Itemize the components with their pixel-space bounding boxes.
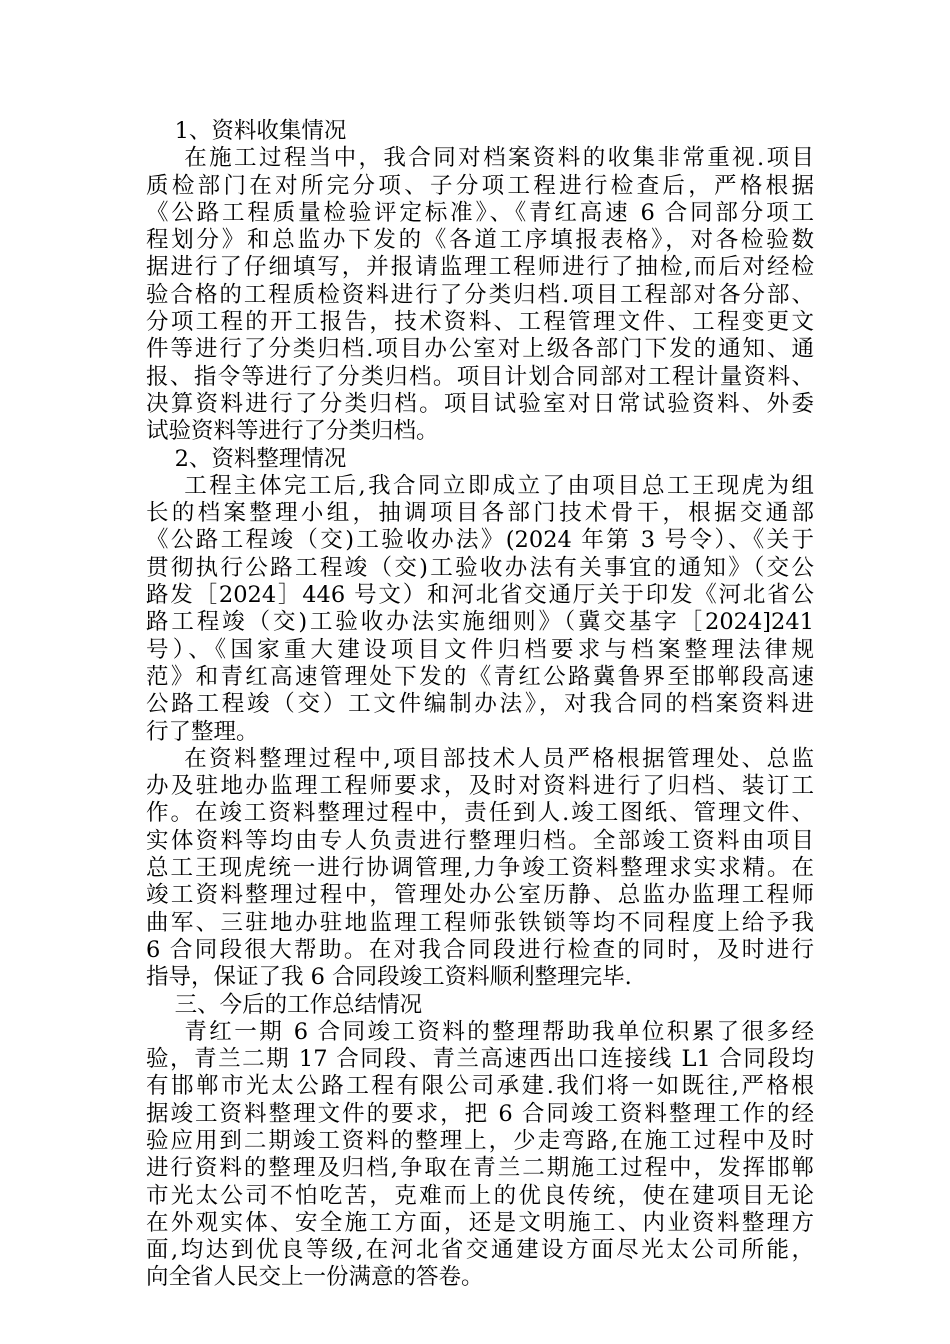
section-heading: 三、今后的工作总结情况 bbox=[146, 991, 423, 1018]
paragraph-line: 长的档案整理小组，抽调项目各部门技术骨干，根据交通部 bbox=[146, 500, 814, 527]
paragraph-line: 程划分》和总监办下发的《各道工序填报表格》，对各检验数 bbox=[146, 227, 814, 254]
paragraph-line: 竣工资料整理过程中，管理处办公室历静、总监办监理工程师 bbox=[146, 882, 814, 909]
paragraph-line: 据竣工资料整理文件的要求，把 6 合同竣工资料整理工作的经 bbox=[146, 1100, 814, 1127]
paragraph-line: 曲军、三驻地办驻地监理工程师张铁锁等均不同程度上给予我 bbox=[146, 909, 814, 936]
paragraph-line: 路发［2024］446 号文）和河北省交通厅关于印发《河北省公 bbox=[146, 582, 814, 609]
paragraph-line: 向全省人民交上一份满意的答卷。 bbox=[146, 1264, 484, 1291]
paragraph-line: 有邯郸市光太公路工程有限公司承建.我们将一如既往,严格根 bbox=[146, 1073, 814, 1100]
paragraph-line: 路工程竣（交)工验收办法实施细则》（冀交基字［2024]241 bbox=[146, 609, 814, 636]
paragraph-line: 市光太公司不怕吃苦，克难而上的优良传统，使在建项目无论 bbox=[146, 1182, 814, 1209]
paragraph-line: 工程主体完工后,我合同立即成立了由项目总工王现虎为组 bbox=[146, 472, 814, 499]
document-body bbox=[146, 118, 814, 1292]
paragraph-line: 办及驻地办监理工程师要求，及时对资料进行了归档、装订工 bbox=[146, 773, 814, 800]
paragraph-line: 实体资料等均由专人负责进行整理归档。全部竣工资料由项目 bbox=[146, 827, 814, 854]
paragraph-line: 报、指令等进行了分类归档。项目计划合同部对工程计量资料、 bbox=[146, 363, 814, 390]
paragraph-line: 面,均达到优良等级,在河北省交通建设方面尽光太公司所能， bbox=[146, 1237, 814, 1264]
paragraph-line: 验应用到二期竣工资料的整理上，少走弯路,在施工过程中及时 bbox=[146, 1127, 814, 1154]
paragraph-line: 质检部门在对所完分项、子分项工程进行检查后，严格根据 bbox=[146, 172, 814, 199]
paragraph-line: 进行资料的整理及归档,争取在青兰二期施工过程中，发挥邯郸 bbox=[146, 1155, 814, 1182]
paragraph-line: 作。在竣工资料整理过程中，责任到人.竣工图纸、管理文件、 bbox=[146, 800, 814, 827]
paragraph-line: 验合格的工程质检资料进行了分类归档.项目工程部对各分部、 bbox=[146, 281, 814, 308]
paragraph-line: 总工王现虎统一进行协调管理,力争竣工资料整理求实求精。在 bbox=[146, 855, 814, 882]
paragraph-line: 范》和青红高速管理处下发的《青红公路冀鲁界至邯郸段高速 bbox=[146, 663, 814, 690]
section-heading: 1、资料收集情况 bbox=[146, 118, 347, 144]
section-heading: 2、资料整理情况 bbox=[146, 445, 347, 472]
paragraph-line: 指导，保证了我 6 合同段竣工资料顺利整理完毕. bbox=[146, 964, 632, 991]
paragraph-line: 行了整理。 bbox=[146, 718, 259, 745]
paragraph-line: 据进行了仔细填写，并报请监理工程师进行了抽检,而后对经检 bbox=[146, 254, 814, 281]
paragraph-line: 决算资料进行了分类归档。项目试验室对日常试验资料、外委 bbox=[146, 390, 814, 417]
paragraph-line: 《公路工程质量检验评定标准》、《青红高速 6 合同部分项工 bbox=[146, 199, 814, 226]
paragraph-line: 青红一期 6 合同竣工资料的整理帮助我单位积累了很多经 bbox=[146, 1018, 814, 1045]
paragraph-line: 分项工程的开工报告，技术资料、工程管理文件、工程变更文 bbox=[146, 309, 814, 336]
paragraph-line: 号）、《国家重大建设项目文件归档要求与档案整理法律规 bbox=[146, 636, 814, 663]
paragraph-line: 试验资料等进行了分类归档。 bbox=[146, 418, 439, 445]
paragraph-line: 《公路工程竣（交)工验收办法》(2024 年第 3 号令）、《关于 bbox=[146, 527, 814, 554]
paragraph-line: 贯彻执行公路工程竣（交)工验收办法有关事宜的通知》（交公 bbox=[146, 554, 814, 581]
paragraph-line: 在施工过程当中，我合同对档案资料的收集非常重视.项目 bbox=[146, 145, 814, 172]
paragraph-line: 件等进行了分类归档.项目办公室对上级各部门下发的通知、通 bbox=[146, 336, 814, 363]
paragraph-line: 在外观实体、安全施工方面，还是文明施工、内业资料整理方 bbox=[146, 1209, 814, 1236]
paragraph-line: 在资料整理过程中,项目部技术人员严格根据管理处、总监 bbox=[146, 745, 814, 772]
paragraph-line: 6 合同段很大帮助。在对我合同段进行检查的同时，及时进行 bbox=[146, 936, 814, 963]
paragraph-line: 验，青兰二期 17 合同段、青兰高速西出口连接线 L1 合同段均 bbox=[146, 1046, 814, 1073]
paragraph-line: 公路工程竣（交）工文件编制办法》，对我合同的档案资料进 bbox=[146, 691, 814, 718]
